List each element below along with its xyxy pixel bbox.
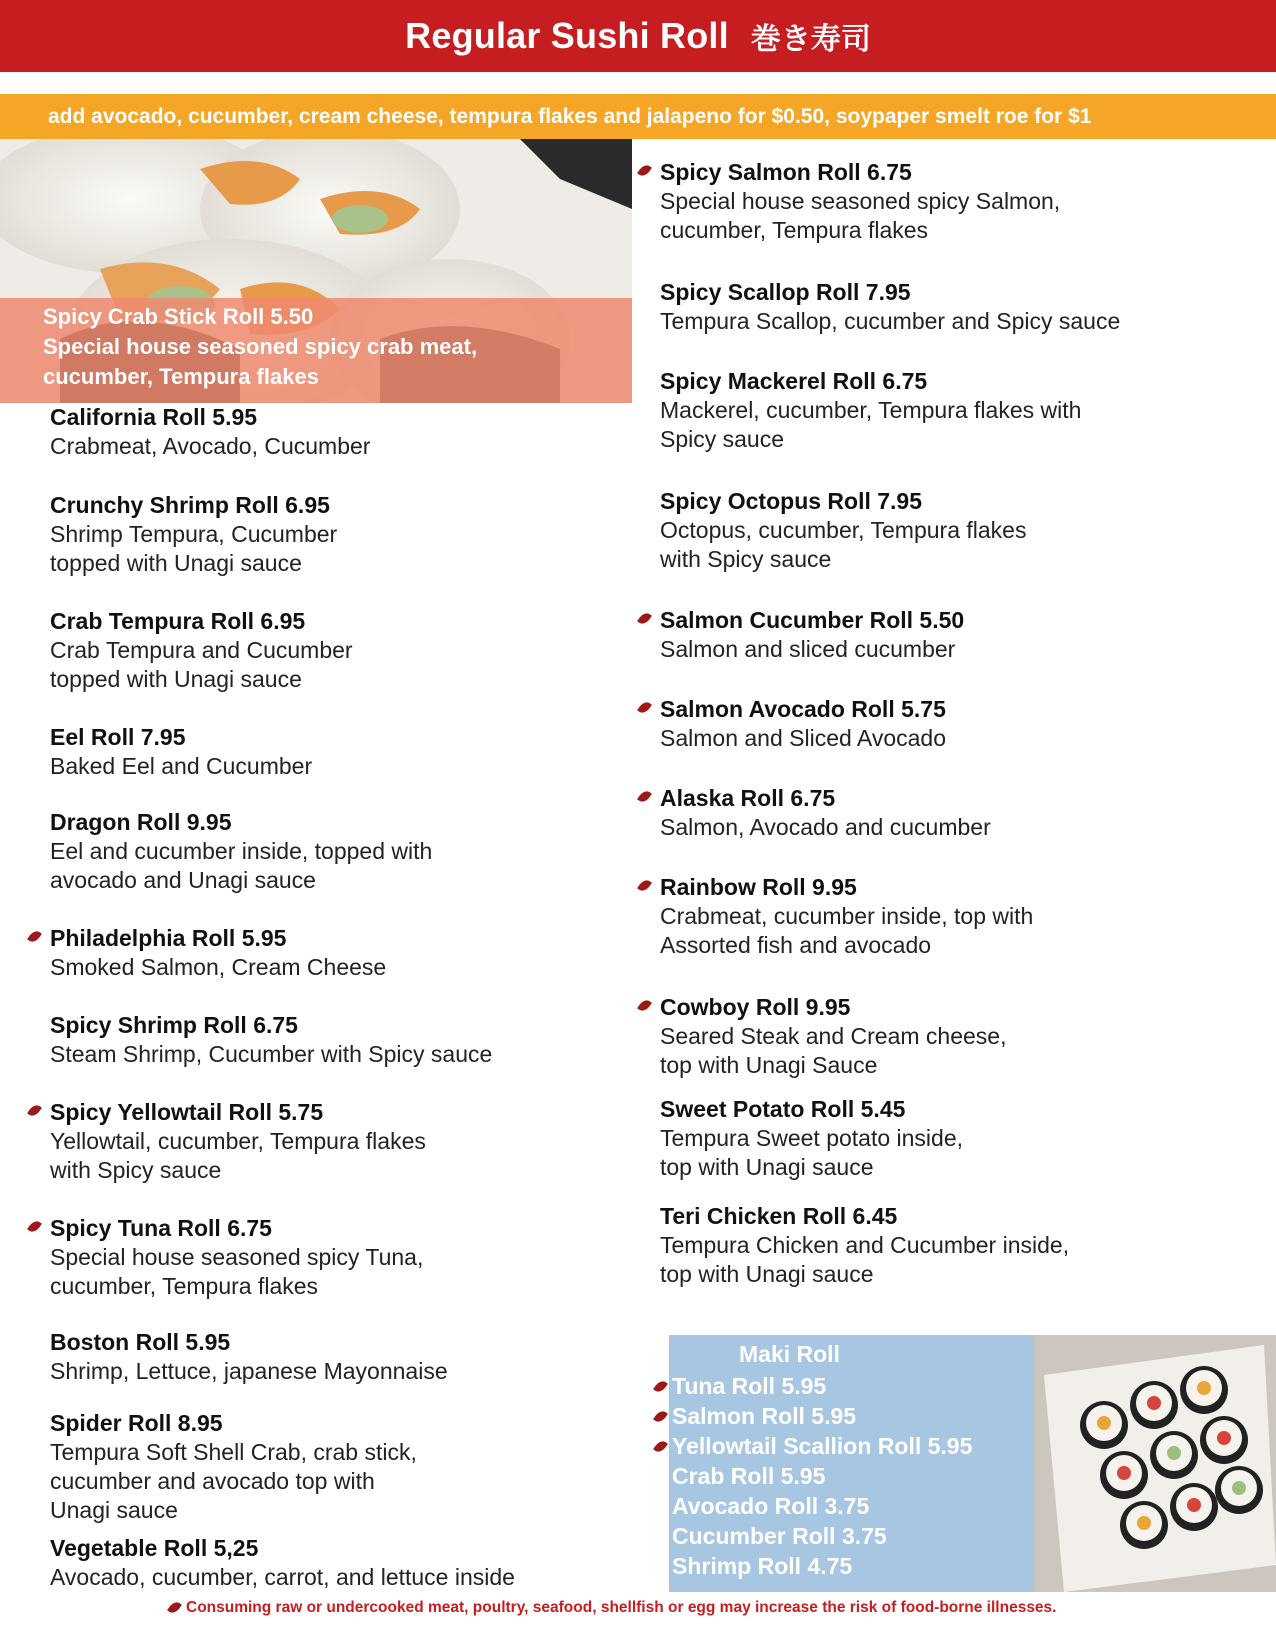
featured-roll-desc-2: cucumber, Tempura flakes <box>43 364 319 389</box>
item-description: Mackerel, cucumber, Tempura flakes with Spicy sauce <box>660 397 1082 452</box>
item-description: Crab Tempura and Cucumber topped with Unagi sauce <box>50 637 353 692</box>
maki-item-label: Cucumber Roll 3.75 <box>672 1523 887 1549</box>
item-name: Crunchy Shrimp Roll 6.95 <box>50 492 330 518</box>
raw-warning-icon <box>27 1103 42 1119</box>
maki-item-label: Yellowtail Scallion Roll 5.95 <box>672 1433 973 1459</box>
item-description: Smoked Salmon, Cream Cheese <box>50 954 387 980</box>
featured-roll-desc-1: Special house seasoned spicy crab meat, <box>43 334 478 359</box>
menu-item <box>50 723 312 781</box>
menu-item <box>50 1409 417 1525</box>
menu-title-japanese: 巻き寿司 <box>750 22 871 57</box>
menu-item <box>660 158 1060 245</box>
menu-item <box>660 278 1120 336</box>
item-name: Philadelphia Roll 5.95 <box>50 925 287 951</box>
maki-item <box>672 1521 972 1551</box>
menu-header <box>0 0 1276 72</box>
maki-roll-title: Maki Roll <box>739 1341 840 1367</box>
maki-photo-illustration <box>1034 1335 1276 1592</box>
menu-title: Regular Sushi Roll <box>405 15 729 56</box>
maki-item-label: Avocado Roll 3.75 <box>672 1493 870 1519</box>
menu-item <box>660 784 991 842</box>
raw-warning-icon <box>167 1600 182 1616</box>
raw-warning-icon <box>653 1379 668 1395</box>
maki-item-label: Shrimp Roll 4.75 <box>672 1553 853 1579</box>
raw-warning-icon <box>637 789 652 805</box>
maki-item-label: Crab Roll 5.95 <box>672 1463 826 1489</box>
item-name: Sweet Potato Roll 5.45 <box>660 1096 906 1122</box>
item-description: Special house seasoned spicy Tuna, cucumber, Tempura flakes <box>50 1244 424 1299</box>
menu-item <box>660 1095 963 1182</box>
menu-item <box>50 403 370 461</box>
item-description: Yellowtail, cucumber, Tempura flakes with Spicy sauce <box>50 1128 426 1183</box>
menu-item <box>50 1098 426 1185</box>
item-description: Tempura Scallop, cucumber and Spicy sauce <box>660 308 1121 334</box>
menu-item <box>660 695 946 753</box>
maki-item <box>672 1371 972 1401</box>
item-description: Eel and cucumber inside, topped with avocado and Unagi sauce <box>50 838 433 893</box>
item-description: Avocado, cucumber, carrot, and lettuce inside <box>50 1564 515 1590</box>
menu-item <box>50 491 337 578</box>
menu-item <box>50 1534 515 1592</box>
menu-item <box>660 993 1006 1080</box>
maki-roll-box <box>669 1335 1034 1592</box>
item-name: Spicy Octopus Roll 7.95 <box>660 488 923 514</box>
menu-item <box>660 1202 1069 1289</box>
item-name: Vegetable Roll 5,25 <box>50 1535 259 1561</box>
maki-item-label: Salmon Roll 5.95 <box>672 1403 857 1429</box>
featured-roll-name: Spicy Crab Stick Roll 5.50 <box>43 304 314 329</box>
menu-item <box>660 873 1033 960</box>
menu-item <box>50 1011 492 1069</box>
menu-item <box>660 606 964 664</box>
raw-warning-icon <box>637 878 652 894</box>
raw-warning-icon <box>27 929 42 945</box>
item-name: Spicy Salmon Roll 6.75 <box>660 159 912 185</box>
item-name: Spicy Scallop Roll 7.95 <box>660 279 911 305</box>
item-name: Teri Chicken Roll 6.45 <box>660 1203 898 1229</box>
item-description: Octopus, cucumber, Tempura flakes with Spicy sauce <box>660 517 1027 572</box>
item-name: Cowboy Roll 9.95 <box>660 994 851 1020</box>
item-description: Salmon and Sliced Avocado <box>660 725 946 751</box>
item-name: California Roll 5.95 <box>50 404 258 430</box>
disclaimer-text: Consuming raw or undercooked meat, poultry, seafood, shellfish or egg may increase the risk of food-borne illnesses. <box>186 1599 1057 1616</box>
maki-item <box>672 1491 972 1521</box>
item-name: Salmon Avocado Roll 5.75 <box>660 696 946 722</box>
maki-item <box>672 1401 972 1431</box>
item-name: Dragon Roll 9.95 <box>50 809 232 835</box>
item-name: Spicy Tuna Roll 6.75 <box>50 1215 272 1241</box>
raw-warning-icon <box>653 1409 668 1425</box>
item-description: Shrimp Tempura, Cucumber topped with Unagi sauce <box>50 521 338 576</box>
item-name: Salmon Cucumber Roll 5.50 <box>660 607 965 633</box>
featured-roll-caption <box>0 298 632 403</box>
item-description: Steam Shrimp, Cucumber with Spicy sauce <box>50 1041 493 1067</box>
raw-warning-icon <box>637 998 652 1014</box>
maki-roll-photo <box>1034 1335 1276 1592</box>
menu-item <box>50 1214 423 1301</box>
item-name: Spicy Yellowtail Roll 5.75 <box>50 1099 324 1125</box>
maki-item-label: Tuna Roll 5.95 <box>672 1373 827 1399</box>
raw-warning-icon <box>27 1219 42 1235</box>
item-description: Special house seasoned spicy Salmon, cucumber, Tempura flakes <box>660 188 1061 243</box>
menu-item <box>50 1328 448 1386</box>
maki-item <box>672 1461 972 1491</box>
maki-item <box>672 1551 972 1581</box>
menu-item <box>660 367 1081 454</box>
raw-warning-icon <box>637 163 652 179</box>
item-name: Boston Roll 5.95 <box>50 1329 231 1355</box>
item-description: Tempura Soft Shell Crab, crab stick, cucumber and avocado top with Unagi sauce <box>50 1439 417 1523</box>
raw-food-disclaimer <box>168 1597 1268 1619</box>
item-name: Spicy Mackerel Roll 6.75 <box>660 368 928 394</box>
raw-warning-icon <box>653 1439 668 1455</box>
raw-warning-icon <box>637 611 652 627</box>
item-name: Spicy Shrimp Roll 6.75 <box>50 1012 298 1038</box>
menu-item <box>50 607 353 694</box>
item-description: Crabmeat, Avocado, Cucumber <box>50 433 371 459</box>
item-description: Crabmeat, cucumber inside, top with Assorted fish and avocado <box>660 903 1034 958</box>
item-name: Spider Roll 8.95 <box>50 1410 223 1436</box>
maki-roll-list <box>672 1371 972 1581</box>
item-description: Tempura Chicken and Cucumber inside, top with Unagi sauce <box>660 1232 1070 1287</box>
item-description: Salmon and sliced cucumber <box>660 636 956 662</box>
item-name: Rainbow Roll 9.95 <box>660 874 857 900</box>
item-name: Alaska Roll 6.75 <box>660 785 836 811</box>
item-description: Baked Eel and Cucumber <box>50 753 313 779</box>
item-name: Crab Tempura Roll 6.95 <box>50 608 306 634</box>
add-ons-notice: add avocado, cucumber, cream cheese, tempura flakes and jalapeno for $0.50, soypaper smelt roe for $1 <box>0 94 1276 139</box>
maki-item <box>672 1431 972 1461</box>
raw-warning-icon <box>637 700 652 716</box>
item-description: Salmon, Avocado and cucumber <box>660 814 991 840</box>
menu-item <box>50 924 386 982</box>
item-name: Eel Roll 7.95 <box>50 724 186 750</box>
item-description: Tempura Sweet potato inside, top with Unagi sauce <box>660 1125 964 1180</box>
menu-item <box>50 808 432 895</box>
item-description: Shrimp, Lettuce, japanese Mayonnaise <box>50 1358 448 1384</box>
menu-item <box>660 487 1026 574</box>
item-description: Seared Steak and Cream cheese, top with Unagi Sauce <box>660 1023 1007 1078</box>
